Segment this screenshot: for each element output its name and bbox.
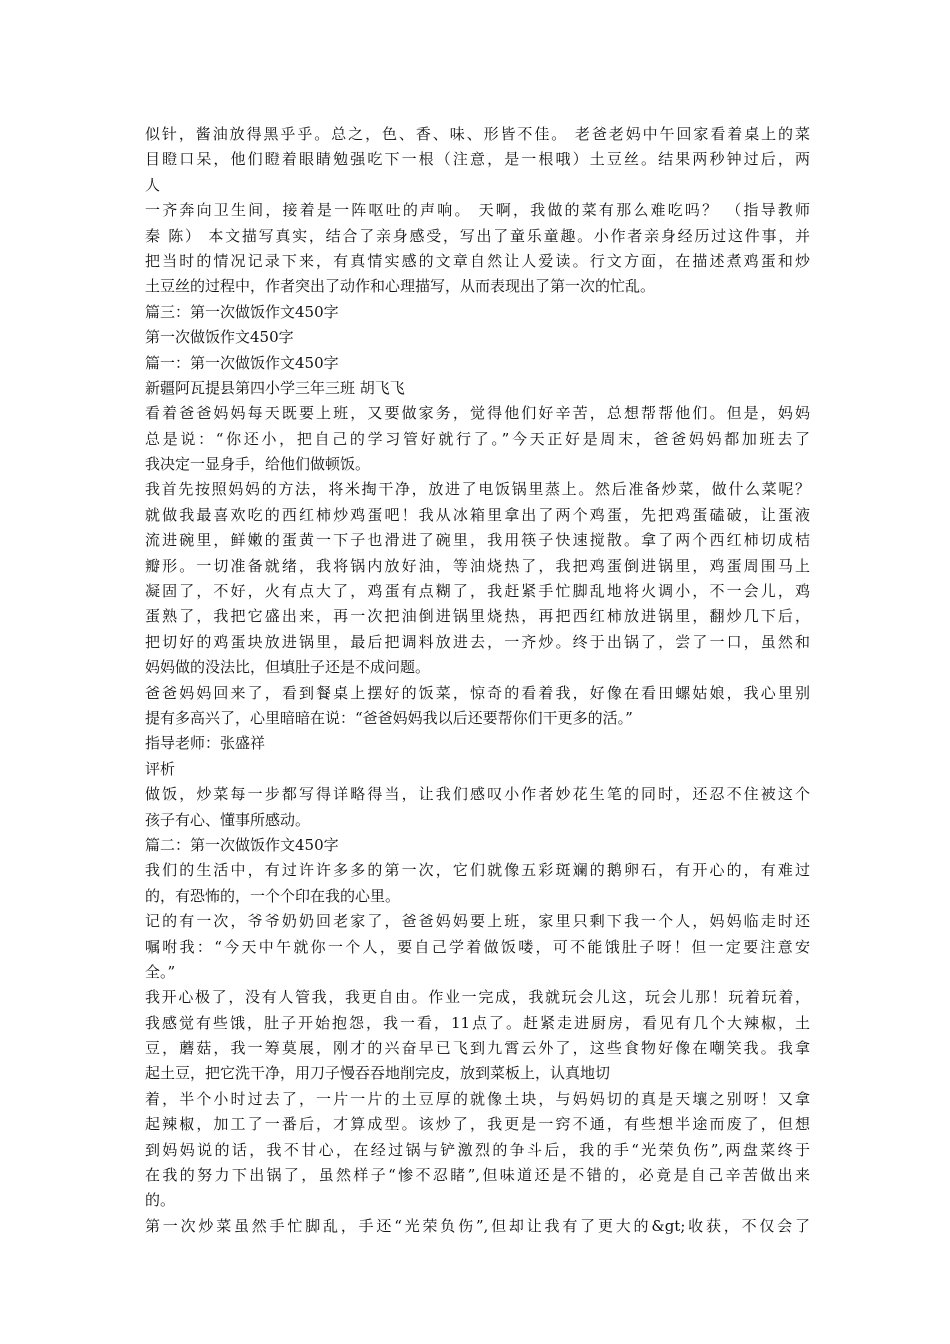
text-line: 嘱咐我：“今天中午就你一个人，要自己学着做饭喽，可不能饿肚子呀！但一定要注意安 xyxy=(145,937,810,956)
text-line: 把切好的鸡蛋块放进锅里，最后把调料放进去，一齐炒。终于出锅了，尝了一口，虽然和 xyxy=(145,632,810,651)
text-line: 全。” xyxy=(145,962,176,981)
text-line: 篇三：第一次做饭作文450字 xyxy=(145,302,339,321)
text-line: 做饭，炒菜每一步都写得详略得当，让我们感叹小作者妙花生笔的同时，还忍不住被这个 xyxy=(145,785,810,804)
text-line: 看着爸爸妈妈每天既要上班，又要做家务，觉得他们好辛苦，总想帮帮他们。但是，妈妈 xyxy=(145,404,810,423)
text-line: 我感觉有些饿，肚子开始抱怨，我一看，11点了。赶紧走进厨房，看见有几个大辣椒，土 xyxy=(145,1013,810,1032)
text-line: 篇二：第一次做饭作文450字 xyxy=(145,835,339,854)
text-line: 新疆阿瓦提县第四小学三年三班 胡飞飞 xyxy=(145,378,405,397)
text-line: 瓣形。一切准备就绪，我将锅内放好油，等油烧热了，我把鸡蛋倒进锅里，鸡蛋周围马上 xyxy=(145,556,810,575)
text-line: 的，有恐怖的，一个个印在我的心里。 xyxy=(145,886,401,905)
text-line: 我决定一显身手，给他们做顿饭。 xyxy=(145,455,371,474)
text-line: 在我的努力下出锅了，虽然样子“惨不忍睹”,但味道还是不错的，必竟是自己辛苦做出来 xyxy=(145,1166,810,1185)
text-line: 我开心极了，没有人管我，我更自由。作业一完成，我就玩会儿这，玩会儿那！玩着玩着， xyxy=(145,988,810,1007)
text-line: 人 xyxy=(145,175,161,194)
text-line: 指导老师：张盛祥 xyxy=(145,734,266,753)
text-line: 第一次炒菜虽然手忙脚乱，手还“光荣负伤”,但却让我有了更大的&gt;收获，不仅会了 xyxy=(145,1216,810,1235)
text-line: 一齐奔向卫生间，接着是一阵呕吐的声响。 天啊，我做的菜有那么难吃吗？ （指导教师 xyxy=(145,201,810,220)
text-line: 我们的生活中，有过许许多多的第一次，它们就像五彩斑斓的鹅卵石，有开心的，有难过 xyxy=(145,861,810,880)
text-line: 记的有一次，爷爷奶奶回老家了，爸爸妈妈要上班，家里只剩下我一个人，妈妈临走时还 xyxy=(145,912,810,931)
text-line: 我首先按照妈妈的方法，将米掏干净，放进了电饭锅里蒸上。然后准备炒菜，做什么菜呢？ xyxy=(145,480,810,499)
text-line: 到妈妈说的话，我不甘心，在经过锅与铲激烈的争斗后，我的手“光荣负伤”,两盘菜终于 xyxy=(145,1140,810,1159)
text-line: 爸爸妈妈回来了，看到餐桌上摆好的饭菜，惊奇的看着我，好像在看田螺姑娘，我心里别 xyxy=(145,683,810,702)
text-line: 孩子有心、懂事所感动。 xyxy=(145,810,311,829)
text-line: 提有多高兴了，心里暗暗在说：“爸爸妈妈我以后还要帮你们干更多的活。” xyxy=(145,708,633,727)
text-line: 流进碗里，鲜嫩的蛋黄一下子也滑进了碗里，我用筷子快速搅散。拿了两个西红柿切成桔 xyxy=(145,531,810,550)
text-line: 总是说：“你还小，把自己的学习管好就行了。”今天正好是周末，爸爸妈妈都加班去了 xyxy=(145,429,810,448)
text-line: 就做我最喜欢吃的西红柿炒鸡蛋吧！我从冰箱里拿出了两个鸡蛋，先把鸡蛋磕破，让蛋液 xyxy=(145,505,810,524)
text-line: 秦 陈） 本文描写真实，结合了亲身感受，写出了童乐童趣。小作者亲身经历过这件事，并 xyxy=(145,226,810,245)
text-line: 评析 xyxy=(145,759,176,778)
text-line: 蛋熟了，我把它盛出来，再一次把油倒进锅里烧热，再把西红柿放进锅里，翻炒几下后， xyxy=(145,607,810,626)
text-line: 妈妈做的没法比，但填肚子还是不成问题。 xyxy=(145,658,431,677)
text-line: 豆，蘑菇，我一筹莫展，刚才的兴奋早已飞到九霄云外了，这些食物好像在嘲笑我。我拿 xyxy=(145,1039,810,1058)
text-line: 凝固了，不好，火有点大了，鸡蛋有点糊了，我赶紧手忙脚乱地将火调小，不一会儿，鸡 xyxy=(145,582,810,601)
text-line: 的。 xyxy=(145,1191,176,1210)
text-line: 土豆丝的过程中，作者突出了动作和心理描写，从而表现出了第一次的忙乱。 xyxy=(145,277,656,296)
document-page xyxy=(145,122,810,1239)
text-line: 着，半个小时过去了，一片一片的土豆厚的就像土块，与妈妈切的真是天壤之别呀！又拿 xyxy=(145,1089,810,1108)
text-line: 起土豆，把它洗干净，用刀子慢吞吞地削完皮，放到菜板上，认真地切 xyxy=(145,1064,611,1083)
text-line: 似针，酱油放得黑乎乎。总之，色、香、味、形皆不佳。 老爸老妈中午回家看着桌上的菜 xyxy=(145,125,810,143)
text-line: 篇一：第一次做饭作文450字 xyxy=(145,353,339,372)
text-line: 第一次做饭作文450字 xyxy=(145,328,294,347)
text-line: 起辣椒，加工了一番后，才算成型。该炒了，我更是一窍不通，有些想半途而废了，但想 xyxy=(145,1115,810,1134)
text-line: 把当时的情况记录下来，有真情实感的文章自然让人爱读。行文方面，在描述煮鸡蛋和炒 xyxy=(145,251,810,270)
text-line: 目瞪口呆，他们瞪着眼睛勉强吃下一根（注意，是一根哦）土豆丝。结果两秒钟过后，两 xyxy=(145,150,810,169)
